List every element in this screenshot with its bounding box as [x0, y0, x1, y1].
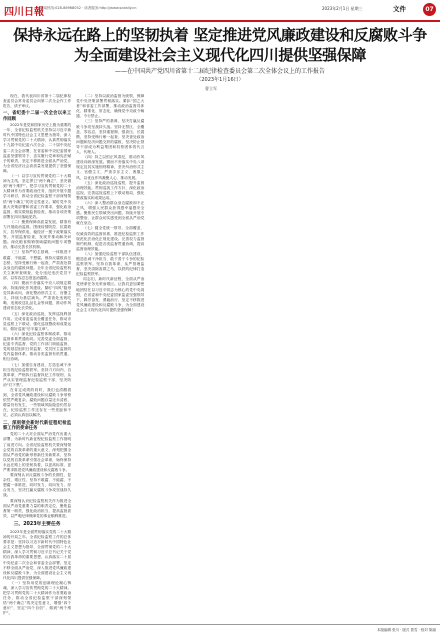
section-heading: 一、省纪委十二届一次全会以来工作回顾 — [3, 111, 72, 122]
body-paragraph: （二）聚焦保障高质量发展，精准有力开展政治监督。围绕疫情防控、抗震救灾、抗旱保供电、稳经济一揽子政策落实等，开展监督检查，发现并推动解决问题。深化粮食购销领域腐败问题专项整治，推动完善长效机制。 — [3, 219, 72, 250]
body-paragraph: （一）坚持用党的创新理论凝心铸魂，深入学习宣传贯彻党的二十大精神。把学习贯彻党的二十大精神作为首要政治任务，推动全省纪检监察干部深刻领悟“两个确立”的决定性意义，增强“四个意识”、坚定“四个自信”、做到“两个维护”。 — [3, 580, 72, 616]
page-footer — [0, 624, 440, 636]
body-paragraph: 2022年是党和国家历史上极为重要的一年，全省纪检监察机关坚持以习近平新时代中国特色社会主义思想为指导，深入学习贯彻党的二十大精神，认真贯彻落实十九届中央纪委六次全会、二十届中央纪委二次全会部署，在省委和中央纪委国家监委坚强领导下，忠实履行党章和宪法赋予的职责，坚定不移推进全面从严治党，为全省经济社会高质量发展提供了坚强保障。 — [3, 123, 72, 173]
masthead-logo: 四川日報 — [4, 7, 44, 18]
body-paragraph: 在肯定成绩的同时，我们也清醒看到，全省党风廉政建设和反腐败斗争形势依然严峻复杂，腐败问题存量还未清底、增量仍有发生，一些领域风险隐患仍然存在，纪检监察工作还存在一些差距和不足，必须认真加以解决。 — [3, 387, 72, 418]
body-paragraph: 党的二十大对全面从严治党作出重大部署，为新时代新征程纪检监察工作指明了前进方向。全省纪检监察机关要深刻领会党的自我革命的重大意义，深刻把握全面从严治党的新形势新任务新要求，坚持以党的自我革命引领社会革命，始终保持永远在路上的坚韧执着，以更高标准、更严要求推进党风廉政建设和反腐败斗争。 — [3, 432, 72, 472]
headline-line-2: 为全面建设社会主义现代化四川提供坚强保障 — [73, 46, 366, 64]
body-paragraph: （八）加强纪检监察干部队伍建设，锻造忠诚干净担当、敢于善于斗争的纪检监察铁军。坚持自我革命，从严管理监督，坚决清除害群之马，以铁的纪律打造纪检监察铁军。 — [76, 251, 145, 277]
editor-credits: 本版编辑 张川 · 版式 曾雪 · 校对 陈丽 — [376, 628, 436, 632]
body-paragraph: 要深刻认识纪检监察机关作为推进全面从严治党重要力量的职责定位，聚焦监督第一职责，强化政治担当，提高监督质效，以严明纪律保障党的事业顺利推进。 — [3, 498, 72, 518]
section-heading: 二、深刻领会新时代新征程纪检监察工作的使命任务 — [3, 420, 72, 431]
page-number-badge: 07 — [423, 3, 436, 16]
body-paragraph: 要深刻认识反腐败斗争的长期性、复杂性、艰巨性，坚持不敢腐、不能腐、不想腐一体推进，同时发力、同向发力、综合发力，坚决打赢反腐败斗争攻坚战持久战。 — [3, 473, 72, 498]
body-paragraph: （四）持之以恒正风肃纪，推动作风建设向纵深发展。锲而不舍落实中央八项规定及其实施细则精神，坚决纠治形式主义、官僚主义，严查享乐主义、奢靡之风，以优良作风凝聚人心、推动发展。 — [76, 155, 145, 180]
body-paragraph: （二）坚持以政治监督为统领，保障党中央决策部署贯彻落实。紧扣“国之大者”和省委工作部署，推动政治监督具体化、精准化、常态化，确保党中央政令畅通、令行禁止。 — [76, 94, 145, 119]
body-paragraph: 同志们，新时代新征程，全面从严治党使命任务光荣而艰巨。让我们更加紧密地团结在以习近平同志为核心的党中央周围，在省委和中央纪委国家监委坚强领导下，踔厉奋发、勇毅前行，坚定不移推进党风廉政建设和反腐败斗争，为全面建设社会主义现代化四川提供坚强保障！ — [76, 277, 145, 312]
section-heading: 三、2023年主要任务 — [13, 521, 61, 527]
body-paragraph: （一）以学习宣传贯彻党的二十大精神为主线，坚定捍卫“两个确立”、坚决做到“两个维护”。把学习宣传贯彻党的二十大精神作为首要政治任务，组织开展专题学习研讨，推动全省纪检监察干部深刻领悟“两个确立”的决定性意义。紧盯党中央重大决策部署和省委工作要求，强化政治监督，做实做细监督检查，推动各项决策部署在四川落地见效。 — [3, 174, 72, 219]
headline-line-1: 保持永远在路上的坚韧执着 坚定推进党风廉政建设和反腐败斗争 — [13, 26, 427, 44]
body-paragraph: （七）加强自身建设，打造忠诚干净担当的纪检监察铁军。坚持刀刃向内、自我革命，严格执行监督执纪工作规则，从严从实管理监督纪检监察干部，坚决防治“灯下黑”。 — [3, 362, 72, 387]
section-label: 文件 — [393, 5, 406, 13]
article-date: （2023年1月16日） — [196, 77, 244, 83]
body-paragraph: （三）坚持严的主基调，一体推进不敢腐、不能腐、不想腐。保持反腐败高压态势，坚持受贿行贿一起查，严肃查处群众身边的腐败问题。全年全省纪检监察机关立案审查调查，处分违纪违法党员干部，以零容忍态度惩治腐败。 — [3, 250, 72, 280]
body-paragraph: （六）深化纪检监察体制改革，推动监督体系贯通协同。完善党委全面监督、纪委专责监督、党的工作部门职能监督、党的基层组织日常监督、党员民主监督的党内监督体系，推动各类监督有机贯通、相互协调。 — [3, 331, 72, 362]
page-header — [0, 0, 440, 22]
article-author: 曹立军 — [205, 86, 217, 91]
header-contact-info: 新闻热线:028-86968052 · 读者服务:http://www.scdaily.cn — [40, 6, 137, 10]
body-paragraph: （七）健全党统一领导、全面覆盖、权威高效的监督体系，推进纪检监察工作规范化法治化正规化建设。完善权力监督制约机制，促进各类监督贯通协调，提高监督治理效能。 — [76, 226, 145, 251]
article-subtitle: ——在中国共产党四川省第十二届纪律检查委员会第二次全体会议上的工作报告 — [114, 68, 325, 75]
body-paragraph: （三）坚持严的基调，坚决打赢反腐败斗争攻坚战持久战。坚持无禁区、全覆盖、零容忍，坚持重遏制、强高压、长震慑，坚持受贿行贿一起查，坚决查处政治问题和经济问题交织的腐败，坚决防止领导干部成为利益集团和权势团体的代言人、代理人。 — [76, 119, 145, 155]
body-paragraph: （四）锲而不舍落实中央八项规定精神，持续深化作风建设。紧盯“四风”隐形变异新动向，深化整治形式主义、官僚主义，持续为基层减负。严肃查处违规吃喝、违规收送礼品礼金等问题，推动作风建设常态化长效化。 — [3, 281, 72, 311]
article-body — [3, 94, 437, 620]
body-paragraph: （五）深化政治巡视巡察，提升监督治理效能。贯彻巡视工作方针，深化政治巡视，完善巡视巡察上下联动格局，强化整改落实和成果运用。 — [76, 180, 145, 200]
body-paragraph: 现在，我代表四川省第十二届纪律检查委员会常务委员会向第二次全会作工作报告，请予审议。 — [3, 94, 72, 109]
body-paragraph: （五）深化政治巡视，发挥巡视利剑作用。完成省委巡视全覆盖任务，推动市县巡察上下联动，强化巡视整改和成果运用，做好巡视“后半篇文章”。 — [3, 311, 72, 331]
publication-date: 2023年2月1日 星期三 — [322, 6, 363, 11]
body-paragraph: （六）深入整治群众身边腐败和不正之风，增强人民群众获得感幸福感安全感。聚焦民生领域突出问题，持续开展专项整治，让群众切实感受到全面从严治党就在身边。 — [76, 200, 145, 226]
body-paragraph: 2023年是全面贯彻落实党的二十大精神的开局之年。全省纪检监察工作的总体要求是：坚持以习近平新时代中国特色社会主义思想为指导，全面贯彻党的二十大精神，深入学习贯彻习近平总书记关于党的自我革命的重要思想，认真落实二十届中央纪委二次全会和省委全会部署，坚定不移全面从严治党，深入推进党风廉政建设和反腐败斗争，为全面建设社会主义现代化四川提供坚强保障。 — [3, 529, 72, 580]
